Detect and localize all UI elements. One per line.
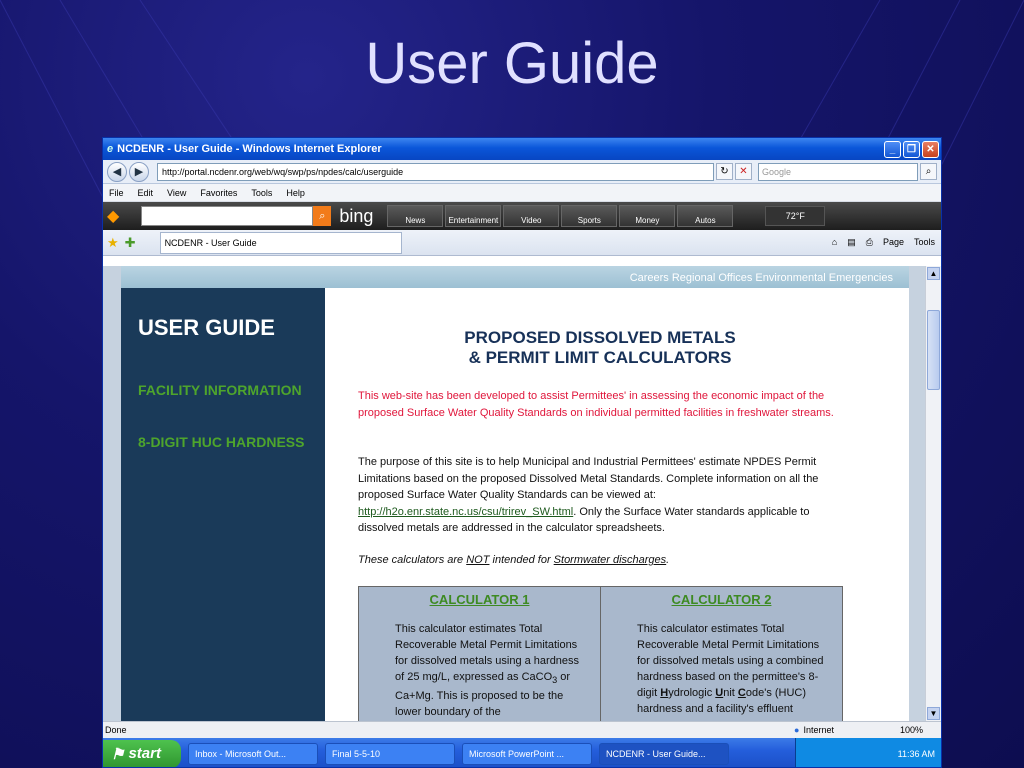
tab-title: NCDENR - User Guide bbox=[164, 237, 257, 248]
calculator-2-cell bbox=[601, 587, 842, 721]
taskbar-item-final[interactable]: Final 5-5-10 bbox=[325, 743, 455, 765]
note-paragraph bbox=[358, 552, 846, 569]
globe-icon: ● bbox=[794, 725, 800, 735]
start-label: start bbox=[128, 745, 161, 762]
status-bar bbox=[103, 721, 942, 738]
forward-button[interactable]: ▶ bbox=[129, 162, 149, 182]
sidebar-heading: USER GUIDE bbox=[138, 315, 275, 340]
search-icon[interactable]: ⌕ bbox=[920, 163, 937, 180]
weather-widget[interactable]: 72°F bbox=[765, 206, 825, 226]
page-title-line2: & PERMIT LIMIT CALCULATORS bbox=[468, 348, 732, 367]
taskbar-item-ncdenr[interactable]: NCDENR - User Guide... bbox=[599, 743, 729, 765]
vertical-scrollbar[interactable] bbox=[925, 266, 941, 721]
window-titlebar bbox=[103, 138, 941, 160]
slide-title: User Guide bbox=[365, 31, 659, 96]
sidebar-link-facility-information[interactable]: FACILITY INFORMATION bbox=[138, 382, 302, 398]
scroll-down-arrow[interactable]: ▼ bbox=[927, 707, 940, 720]
note-text-1: These calculators are bbox=[358, 554, 467, 566]
zone-indicator bbox=[794, 725, 834, 735]
sidebar-link-huc-hardness[interactable]: 8-DIGIT HUC HARDNESS bbox=[138, 434, 305, 450]
bing-search-icon[interactable]: ⌕ bbox=[313, 206, 331, 226]
menu-bar bbox=[103, 184, 941, 202]
bing-search-input[interactable] bbox=[141, 206, 313, 226]
taskbar-item-inbox[interactable]: Inbox - Microsoft Out... bbox=[188, 743, 318, 765]
calculators-table bbox=[358, 586, 843, 721]
page-menu[interactable]: Page bbox=[882, 237, 904, 247]
browser-window bbox=[102, 137, 942, 768]
page-title-line1: PROPOSED DISSOLVED METALS bbox=[464, 328, 736, 347]
tab-ncdenr[interactable] bbox=[160, 232, 402, 254]
page-content bbox=[103, 266, 927, 721]
ie-icon: e bbox=[107, 143, 114, 155]
bing-shield-icon: ◆ bbox=[107, 208, 120, 225]
add-favorites-icon[interactable]: ✚ bbox=[124, 234, 136, 250]
calc2-h: H bbox=[660, 686, 669, 699]
main-content bbox=[325, 288, 909, 721]
scroll-up-arrow[interactable]: ▲ bbox=[927, 267, 940, 280]
maximize-button[interactable]: ❐ bbox=[903, 141, 920, 158]
purpose-text: The purpose of this site is to help Municipal and Industrial Permittees' estimate NPDES Permit Limitations based on the proposed Dissolved Metal Standards. Complete information on all the proposed Surface Water Quality Standards can be viewed at: bbox=[358, 456, 819, 501]
top-links[interactable]: Careers Regional Offices Environmental Emergencies bbox=[121, 266, 909, 288]
address-bar bbox=[103, 160, 941, 184]
menu-view[interactable]: View bbox=[167, 187, 187, 198]
zoom-level[interactable]: 100% bbox=[899, 725, 923, 735]
tab-bar bbox=[103, 230, 941, 256]
purpose-paragraph bbox=[358, 454, 846, 537]
start-button[interactable] bbox=[103, 740, 181, 768]
menu-file[interactable]: File bbox=[109, 187, 124, 198]
url-field[interactable] bbox=[157, 163, 714, 181]
search-input[interactable] bbox=[758, 163, 918, 181]
note-not: NOT bbox=[466, 554, 490, 566]
calculator-2-link[interactable]: CALCULATOR 2 bbox=[671, 592, 772, 607]
bing-tab-entertainment[interactable]: Entertainment bbox=[445, 205, 501, 227]
stormwater-link[interactable]: Stormwater discharges bbox=[553, 554, 667, 566]
refresh-button[interactable]: ↻ bbox=[716, 163, 733, 180]
page-title bbox=[325, 328, 875, 368]
clock: 11:36 AM bbox=[897, 748, 935, 759]
home-icon[interactable]: ⌂ bbox=[831, 237, 838, 247]
bing-tab-sports[interactable]: Sports bbox=[561, 205, 617, 227]
favorites-star-icon[interactable]: ★ bbox=[107, 234, 119, 250]
standards-link[interactable]: http://h2o.enr.state.nc.us/csu/trirev_SW.html bbox=[358, 505, 574, 518]
bing-tab-video[interactable]: Video bbox=[503, 205, 559, 227]
menu-tools[interactable]: Tools bbox=[251, 187, 273, 198]
bing-tab-autos[interactable]: Autos bbox=[677, 205, 733, 227]
calc1-text-2: or Ca+Mg. This is proposed to be the lower boundary of the bbox=[395, 670, 571, 718]
calculator-2-description bbox=[637, 621, 832, 717]
note-text-3: . bbox=[666, 554, 670, 566]
calc2-nit: nit bbox=[723, 686, 738, 699]
bing-logo: bing bbox=[339, 205, 374, 226]
calc2-text: This calculator estimates Total Recoverable Metal Permit Limitations for dissolved metals using a combined hardness based on the permittee's 8-digit bbox=[637, 622, 824, 699]
bing-tab-news[interactable]: News bbox=[387, 205, 443, 227]
sidebar bbox=[121, 288, 325, 721]
windows-flag-icon: ⚑ bbox=[111, 745, 125, 763]
tools-menu[interactable]: Tools bbox=[913, 237, 935, 247]
taskbar-item-powerpoint[interactable]: Microsoft PowerPoint ... bbox=[462, 743, 592, 765]
calculator-1-link[interactable]: CALCULATOR 1 bbox=[429, 592, 530, 607]
calc1-sub: 3 bbox=[552, 674, 558, 685]
url-text: http://portal.ncdenr.org/web/wq/swp/ps/npdes/calc/userguide bbox=[162, 166, 404, 177]
scroll-thumb[interactable] bbox=[927, 310, 940, 390]
search-placeholder: Google bbox=[762, 166, 792, 177]
calc1-text: This calculator estimates Total Recoverable Metal Permit Limitations for dissolved metals using a hardness of 25 mg/L, expressed as CaCO bbox=[395, 622, 580, 683]
print-icon[interactable]: ⎙ bbox=[865, 237, 873, 247]
bing-tab-money[interactable]: Money bbox=[619, 205, 675, 227]
command-bar bbox=[832, 237, 935, 248]
calc2-c: C bbox=[737, 686, 746, 699]
back-button[interactable]: ◀ bbox=[107, 162, 127, 182]
status-text: Done bbox=[105, 725, 127, 735]
calc2-u: U bbox=[715, 686, 724, 699]
menu-favorites[interactable]: Favorites bbox=[200, 187, 238, 198]
window-title: NCDENR - User Guide - Windows Internet Explorer bbox=[117, 143, 382, 155]
intro-paragraph: This web-site has been developed to assist Permittees' in assessing the economic impact of the proposed Surface Water Quality Standards on individual permitted facilities in freshwater streams. bbox=[358, 390, 834, 419]
purpose-text-2: . Only the Surface Water standards applicable to dissolved metals are addressed in the calculator spreadsheets. bbox=[358, 505, 810, 534]
system-tray bbox=[795, 738, 942, 768]
calculator-1-cell bbox=[359, 587, 601, 721]
close-button[interactable]: ✕ bbox=[922, 141, 939, 158]
note-text-2: intended for bbox=[489, 554, 554, 566]
zone-text: Internet bbox=[803, 725, 834, 735]
taskbar bbox=[103, 738, 942, 768]
menu-help[interactable]: Help bbox=[286, 187, 305, 198]
calc2-tail: ode's (HUC) hardness and a facility's effluent bbox=[637, 686, 807, 715]
minimize-button[interactable]: _ bbox=[884, 141, 901, 158]
calculator-1-description bbox=[395, 621, 590, 720]
calc2-ydrologic: ydrologic bbox=[668, 686, 716, 699]
feeds-icon[interactable]: ▤ bbox=[847, 237, 856, 247]
stop-button[interactable]: ✕ bbox=[735, 163, 752, 180]
menu-edit[interactable]: Edit bbox=[137, 187, 154, 198]
bing-toolbar bbox=[103, 202, 941, 230]
